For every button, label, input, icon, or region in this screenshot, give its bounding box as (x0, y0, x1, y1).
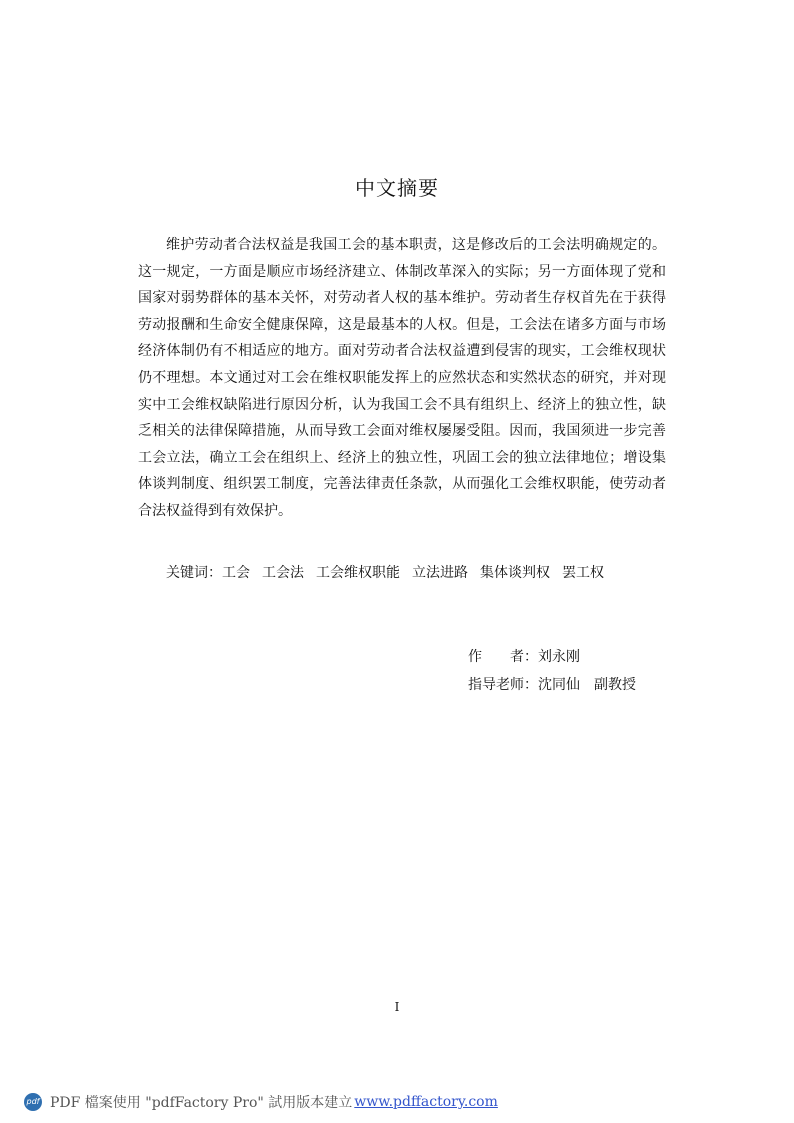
keyword-item: 罢工权 (562, 565, 604, 581)
keyword-item: 工会维权职能 (316, 565, 400, 581)
abstract-text: 维护劳动者合法权益是我国工会的基本职责，这是修改后的工会法明确规定的。这一规定，一方面是顺应市场经济建立、体制改革深入的实际；另一方面体现了党和国家对弱势群体的基本关怀，对劳动者人权的基本维护。劳动者生存权首先在于获得劳动报酬和生命安全健康保障，这是最基本的人权。但是，工会法在诸多方面与市场经济体制仍有不相适应的地方。面对劳动者合法权益遭到侵害的现实，工会维权现状仍不理想。本文通过对工会在维权职能发挥上的应然状态和实然状态的研究，并对现实中工会维权缺陷进行原因分析，认为我国工会不具有组织上、经济上的独立性，缺乏相关的法律保障措施，从而导致工会面对维权屡屡受阻。因而，我国须进一步完善工会立法，确立工会在组织上、经济上的独立性，巩固工会的独立法律地位；增设集体谈判制度、组织罢工制度，完善法律责任条款，从而强化工会维权职能，使劳动者合法权益得到有效保护。 (138, 237, 666, 519)
footer-text: PDF 檔案使用 "pdfFactory Pro" 試用版本建立 (50, 1095, 353, 1111)
pdf-logo-icon: pdf (24, 1093, 42, 1111)
keywords-label: 关键词： (166, 565, 222, 581)
advisor-line (468, 675, 636, 695)
keywords-line (166, 563, 666, 583)
keyword-item: 工会法 (262, 565, 304, 581)
author-line (468, 647, 580, 667)
page-title: 中文摘要 (355, 176, 439, 200)
advisor-name: 沈同仙 副教授 (538, 677, 636, 693)
advisor-label: 指导老师： (468, 677, 538, 693)
keyword-item: 工会 (222, 565, 250, 581)
author-name: 刘永刚 (538, 649, 580, 665)
page-number: I (394, 1000, 400, 1014)
keyword-item: 集体谈判权 (480, 565, 550, 581)
author-label: 作 者： (468, 649, 538, 665)
pdf-factory-footer (24, 1088, 498, 1116)
keyword-item: 立法进路 (412, 565, 468, 581)
pdffactory-link[interactable]: www.pdffactory.com (354, 1094, 498, 1110)
